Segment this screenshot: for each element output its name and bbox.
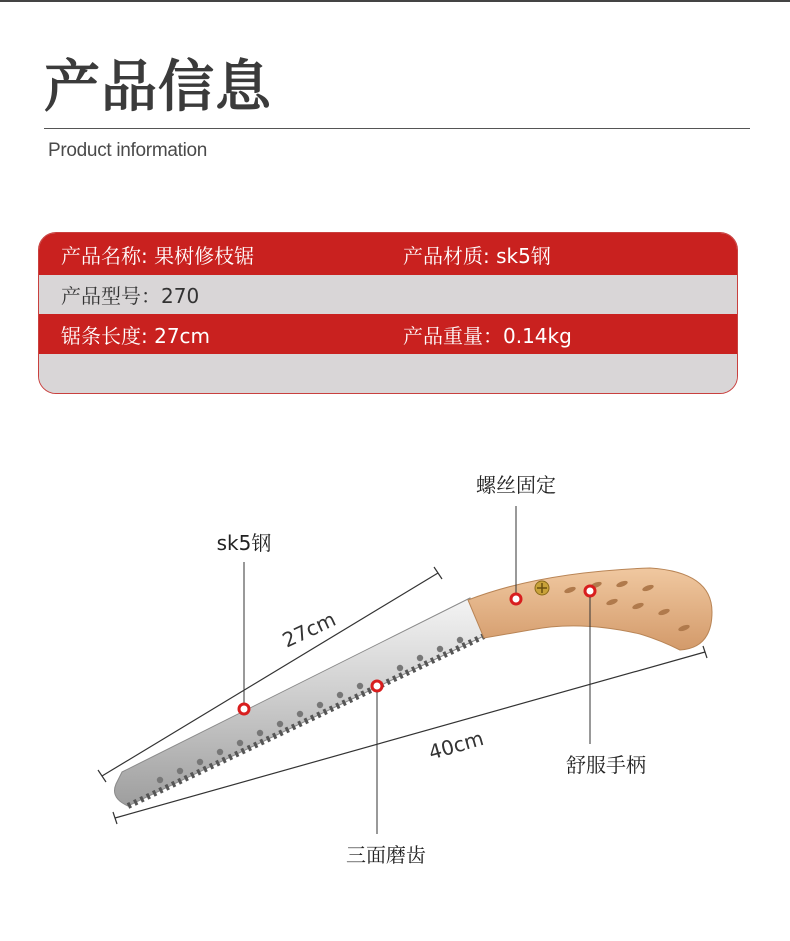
product-weight: 产品重量：0.14kg bbox=[403, 323, 572, 348]
product-name: 产品名称: 果树修枝锯 bbox=[61, 243, 255, 268]
saw-diagram bbox=[0, 440, 790, 930]
callout-marker-teeth bbox=[372, 681, 382, 691]
callout-label-screw: 螺丝固定 bbox=[476, 473, 556, 497]
callout-marker-steel bbox=[239, 704, 249, 714]
callout-marker-handle bbox=[585, 586, 595, 596]
top-border-line bbox=[0, 0, 790, 2]
dimension-label-40cm: 40cm bbox=[425, 726, 487, 765]
callout-marker-screw bbox=[511, 594, 521, 604]
product-info-table bbox=[38, 232, 738, 394]
info-row-empty bbox=[39, 354, 737, 394]
dimension-tick-27cm-end bbox=[434, 567, 442, 579]
info-row-model bbox=[39, 275, 737, 314]
page-subtitle: Product information bbox=[48, 140, 208, 161]
callout-label-handle: 舒服手柄 bbox=[566, 753, 646, 777]
info-row-name-material bbox=[39, 233, 737, 275]
dimension-tick-27cm-start bbox=[98, 770, 106, 782]
callout-label-steel: sk5钢 bbox=[216, 531, 272, 555]
callout-label-teeth: 三面磨齿 bbox=[346, 843, 426, 867]
page-title: 产品信息 bbox=[44, 55, 272, 120]
title-divider bbox=[44, 128, 750, 129]
blade-length: 锯条长度: 27cm bbox=[61, 323, 211, 348]
product-material: 产品材质: sk5钢 bbox=[403, 243, 551, 268]
dimension-label-27cm: 27cm bbox=[278, 606, 340, 653]
info-row-length-weight bbox=[39, 314, 737, 354]
product-model: 产品型号：270 bbox=[61, 284, 200, 308]
